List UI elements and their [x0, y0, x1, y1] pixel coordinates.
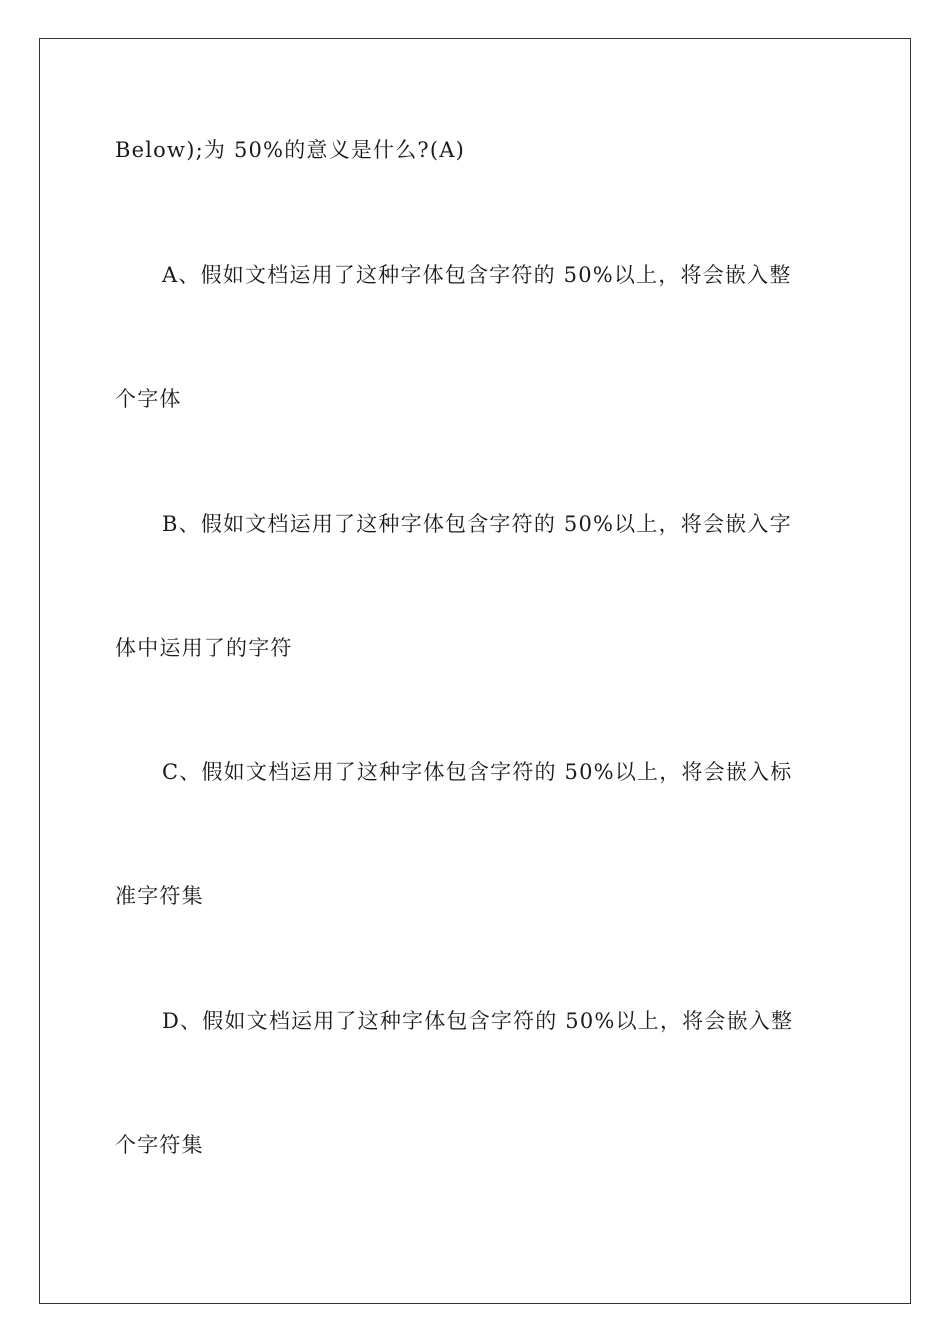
option-c-line-2: 准字符集: [115, 884, 204, 908]
option-a-line-1: A、假如文档运用了这种字体包含字符的 50%以上，将会嵌入整: [162, 263, 792, 287]
option-c-line-1: C、假如文档运用了这种字体包含字符的 50%以上，将会嵌入标: [162, 760, 793, 784]
page-frame: [39, 38, 911, 1304]
option-b-line-2: 体中运用了的字符: [115, 636, 293, 660]
option-d-line-2: 个字符集: [115, 1133, 204, 1157]
option-b-line-1: B、假如文档运用了这种字体包含字符的 50%以上，将会嵌入字: [162, 512, 792, 536]
option-a-line-2: 个字体: [115, 387, 182, 411]
option-d-line-1: D、假如文档运用了这种字体包含字符的 50%以上，将会嵌入整: [162, 1009, 794, 1033]
question-text-continuation: Below);为 50%的意义是什么?(A): [115, 138, 466, 162]
